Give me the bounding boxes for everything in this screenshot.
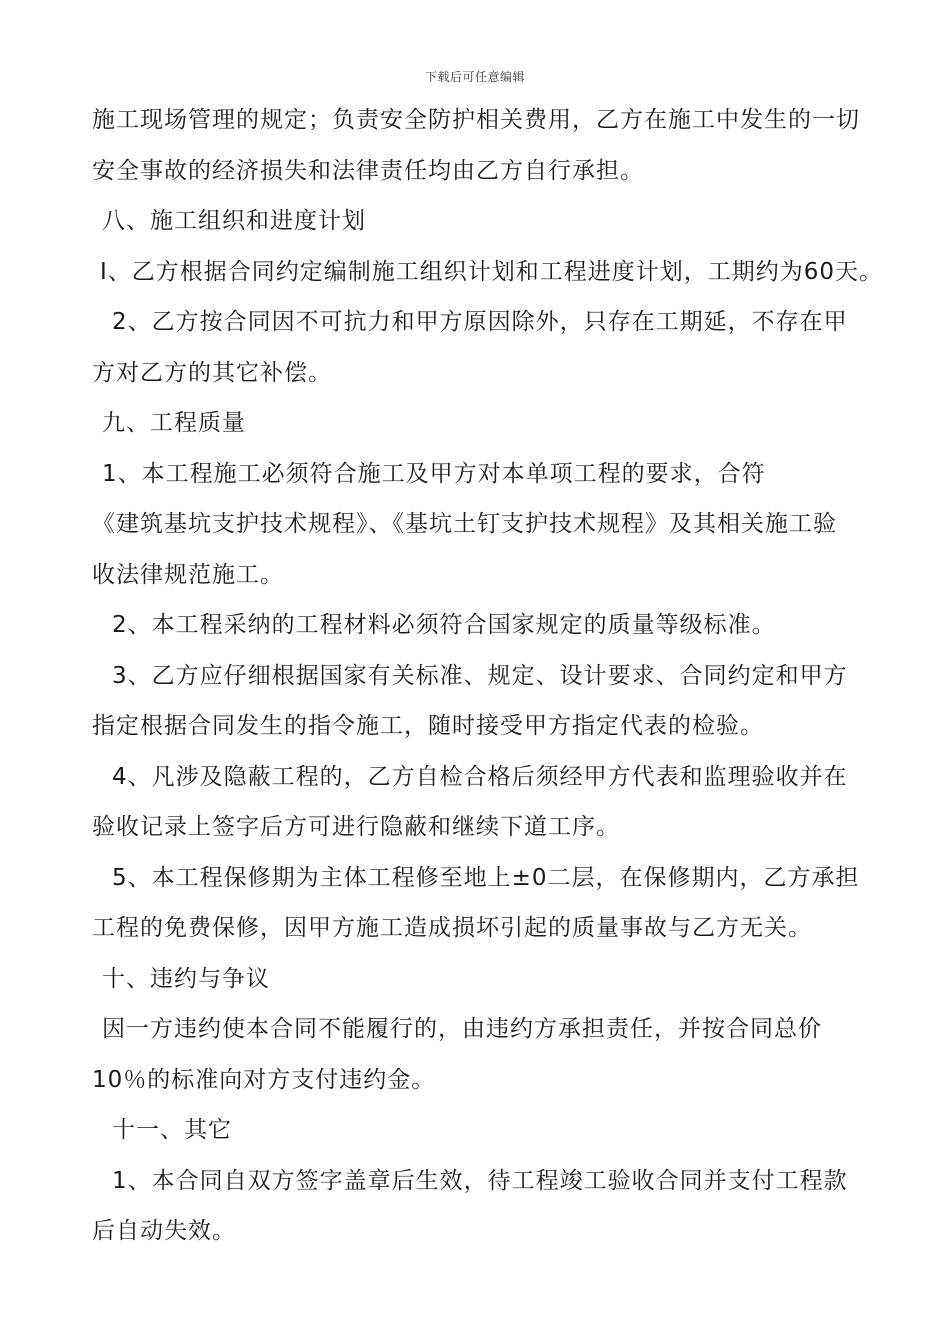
paragraph-line: 后自动失效。 (92, 1218, 236, 1244)
paragraph-line: 验收记录上签字后方可进行隐蔽和继续下道工序。 (92, 814, 620, 840)
paragraph-line: 2、乙方按合同因不可抗力和甲方原因除外，只存在工期延，不存在甲 (112, 309, 848, 335)
paragraph-line: 施工现场管理的规定；负责安全防护相关费用，乙方在施工中发生的一切 (92, 107, 860, 133)
paragraph-line: I、乙方根据合同约定编制施工组织计划和工程进度计划，工期约为60天。 (100, 258, 884, 285)
paragraph-line: 3、乙方应仔细根据国家有关标准、规定、设计要求、合同约定和甲方 (112, 662, 848, 689)
paragraph-line: 收法律规范施工。 (92, 561, 284, 588)
paragraph-line: 工程的免费保修，因甲方施工造成损坏引起的质量事故与乙方无关。 (92, 915, 812, 941)
paragraph-line: 《建筑基坑支护技术规程》、《基坑土钉支护技术规程》及其相关施工验 (92, 511, 837, 537)
paragraph-line: 1、本工程施工必须符合施工及甲方对本单项工程的要求，合符 (102, 460, 766, 487)
section-heading: 十、违约与争议 (102, 965, 270, 992)
paragraph-line: 4、凡涉及隐蔽工程的，乙方自检合格后须经甲方代表和监理验收并在 (112, 763, 848, 790)
document-body (92, 102, 884, 1264)
section-heading: 八、施工组织和进度计划 (102, 208, 366, 234)
paragraph-line: 5、本工程保修期为主体工程修至地上±0二层，在保修期内，乙方承担 (112, 864, 860, 891)
paragraph-line: 安全事故的经济损失和法律责任均由乙方自行承担。 (92, 157, 644, 184)
paragraph-line: 1、本合同自双方签字盖章后生效，待工程竣工验收合同并支付工程款 (112, 1167, 848, 1194)
paragraph-line: 因一方违约使本合同不能履行的，由违约方承担责任，并按合同总价 (102, 1016, 822, 1042)
paragraph-line: 2、本工程采纳的工程材料必须符合国家规定的质量等级标准。 (112, 612, 776, 638)
page-header: 下载后可任意编辑 (424, 70, 525, 84)
paragraph-line: 方对乙方的其它补偿。 (92, 359, 332, 386)
paragraph-line: 指定根据合同发生的指令施工，随时接受甲方指定代表的检验。 (92, 713, 764, 739)
section-heading: 九、工程质量 (102, 410, 246, 436)
paragraph-line: 10％的标准向对方支付违约金。 (92, 1066, 436, 1093)
section-heading: 十一、其它 (112, 1117, 232, 1143)
